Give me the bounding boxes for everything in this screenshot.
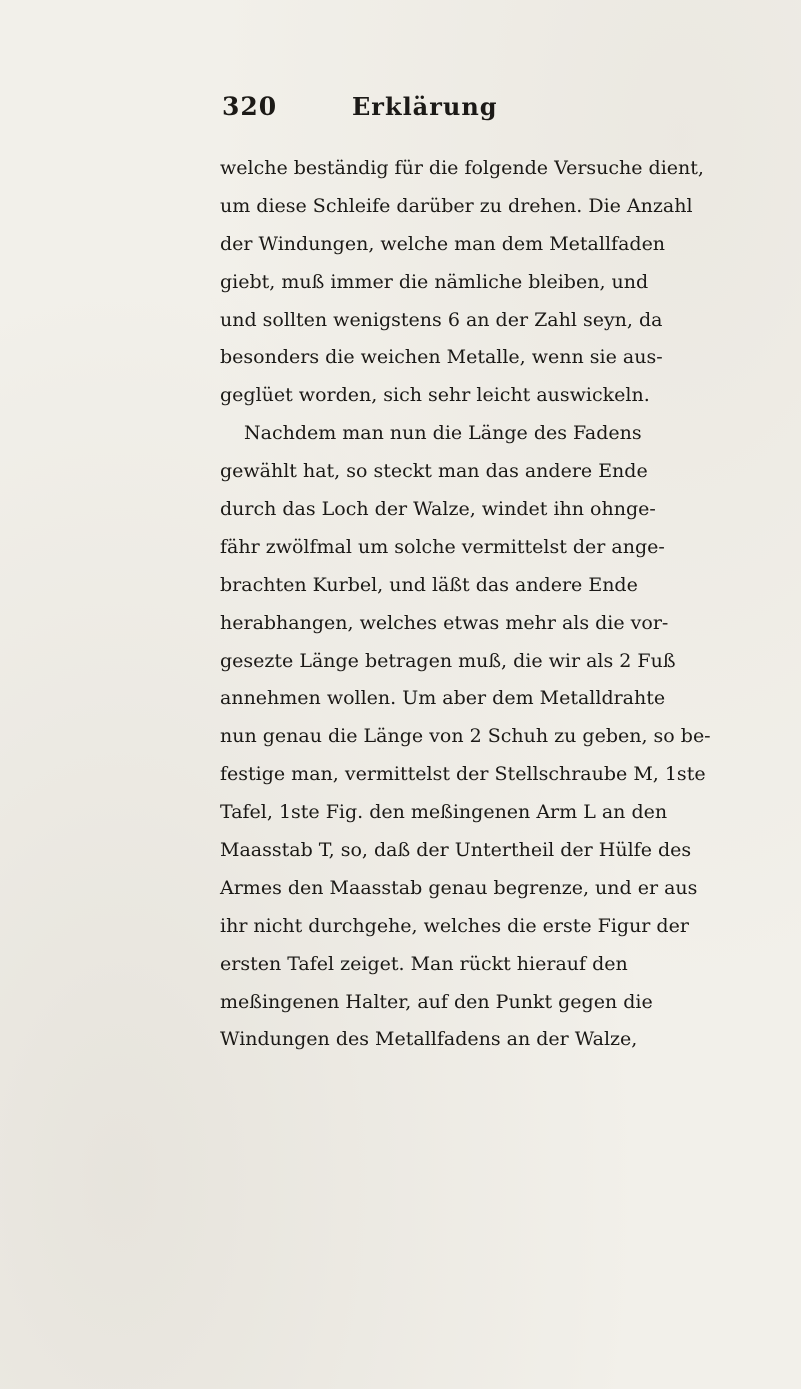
text-line: fähr zwölfmal um solche vermittelst der ange- (220, 535, 665, 558)
text-line: meßingenen Halter, auf den Punkt gegen die (220, 990, 653, 1013)
text-line: gesezte Länge betragen muß, die wir als 2 Fuß (220, 649, 676, 672)
page-number: 320 (222, 92, 278, 121)
text-line: nun genau die Länge von 2 Schuh zu geben, so be- (220, 725, 711, 748)
body-text (220, 150, 711, 1059)
text-line: Tafel, 1ste Fig. den meßingenen Arm L an den (220, 801, 668, 824)
running-head: Erklärung (352, 92, 498, 121)
text-line: herabhangen, welches etwas mehr als die vor- (220, 611, 669, 634)
text-line: gewählt hat, so steckt man das andere Ende (220, 460, 648, 483)
text-line: der Windungen, welche man dem Metallfaden (220, 232, 666, 255)
text-line: annehmen wollen. Um aber dem Metalldrahte (220, 687, 666, 710)
text-line: um diese Schleife darüber zu drehen. Die Anzahl (220, 194, 693, 217)
text-line: Maasstab T, so, daß der Untertheil der Hülfe des (220, 839, 692, 862)
text-line: geglüet worden, sich sehr leicht auswickeln. (220, 384, 650, 407)
page-header (222, 92, 642, 132)
text-line: welche beständig für die folgende Versuche dient, (220, 157, 704, 179)
text-line: besonders die weichen Metalle, wenn sie aus- (220, 346, 663, 369)
text-line: Windungen des Metallfadens an der Walze, (220, 1028, 638, 1051)
text-line: festige man, vermittelst der Stellschraube M, 1ste (220, 763, 706, 786)
text-line: Nachdem man nun die Länge des Fadens (244, 422, 642, 445)
text-line: brachten Kurbel, und läßt das andere Ende (220, 573, 638, 596)
text-line: durch das Loch der Walze, windet ihn ohnge- (220, 498, 656, 521)
text-line: ersten Tafel zeiget. Man rückt hierauf den (220, 952, 628, 975)
text-line: Armes den Maasstab genau begrenze, und er aus (220, 876, 698, 899)
text-line: und sollten wenigstens 6 an der Zahl seyn, da (220, 308, 663, 331)
text-line: giebt, muß immer die nämliche bleiben, und (220, 270, 649, 293)
text-line: ihr nicht durchgehe, welches die erste Figur der (220, 914, 689, 937)
